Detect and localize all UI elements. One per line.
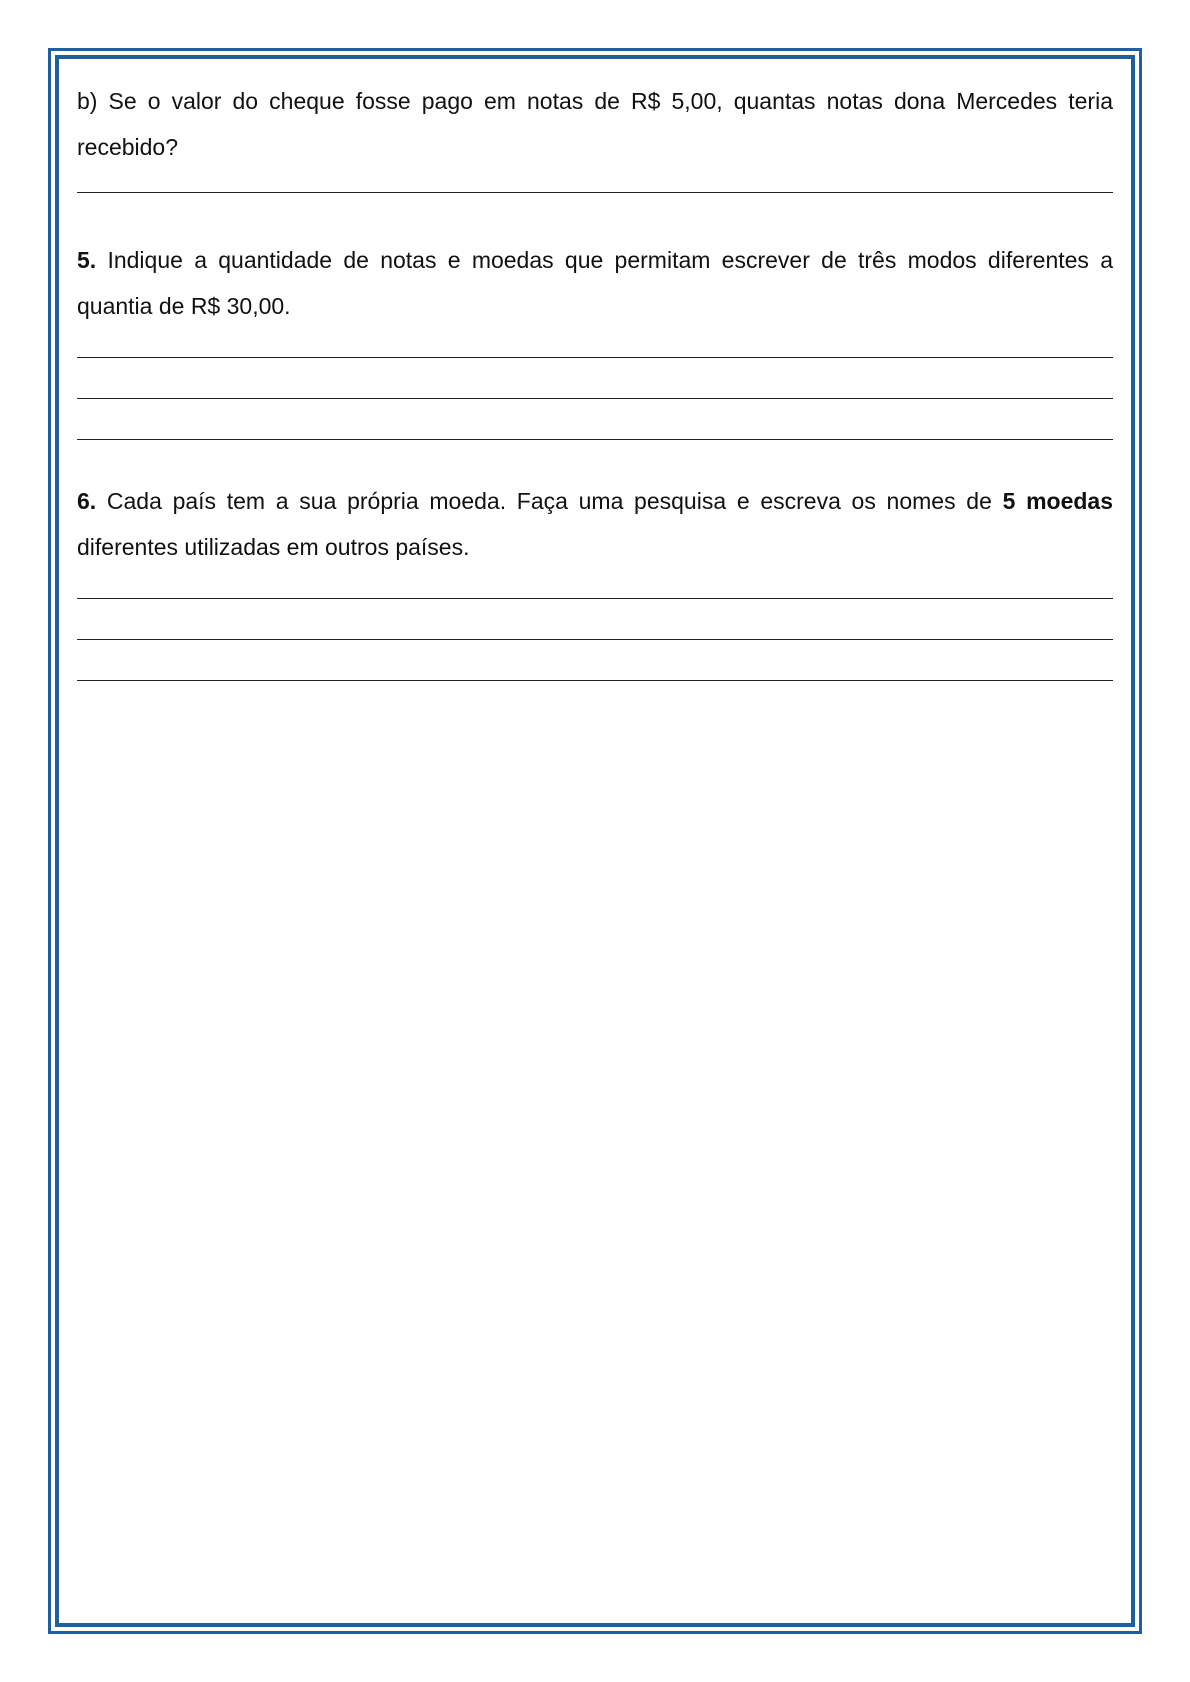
question-b-text: b) Se o valor do cheque fosse pago em notas de R$ 5,00, quantas notas dona Mercedes teria recebido? <box>77 88 1113 160</box>
question-6-text-before: Cada país tem a sua própria moeda. Faça uma pesquisa e escreva os nomes de <box>96 488 1003 514</box>
question-5-number: 5. <box>77 247 97 273</box>
answer-line-5-2[interactable] <box>77 398 1113 399</box>
question-6-bold-phrase: 5 moedas <box>1002 488 1113 514</box>
answer-line-6-1[interactable] <box>77 598 1113 599</box>
question-6-text-after: diferentes utilizadas em outros países. <box>77 534 470 560</box>
answer-line-5-3[interactable] <box>77 439 1113 440</box>
question-6-number: 6. <box>77 488 97 514</box>
question-5-text: Indique a quantidade de notas e moedas que permitam escrever de três modos diferentes a quantia de R$ 30,00. <box>77 247 1113 319</box>
question-6 <box>77 478 1113 570</box>
answer-line-6-2[interactable] <box>77 639 1113 640</box>
worksheet-content <box>77 78 1113 681</box>
answer-line-b-1[interactable] <box>77 192 1113 193</box>
question-5 <box>77 237 1113 329</box>
answer-line-6-3[interactable] <box>77 680 1113 681</box>
answer-line-5-1[interactable] <box>77 357 1113 358</box>
